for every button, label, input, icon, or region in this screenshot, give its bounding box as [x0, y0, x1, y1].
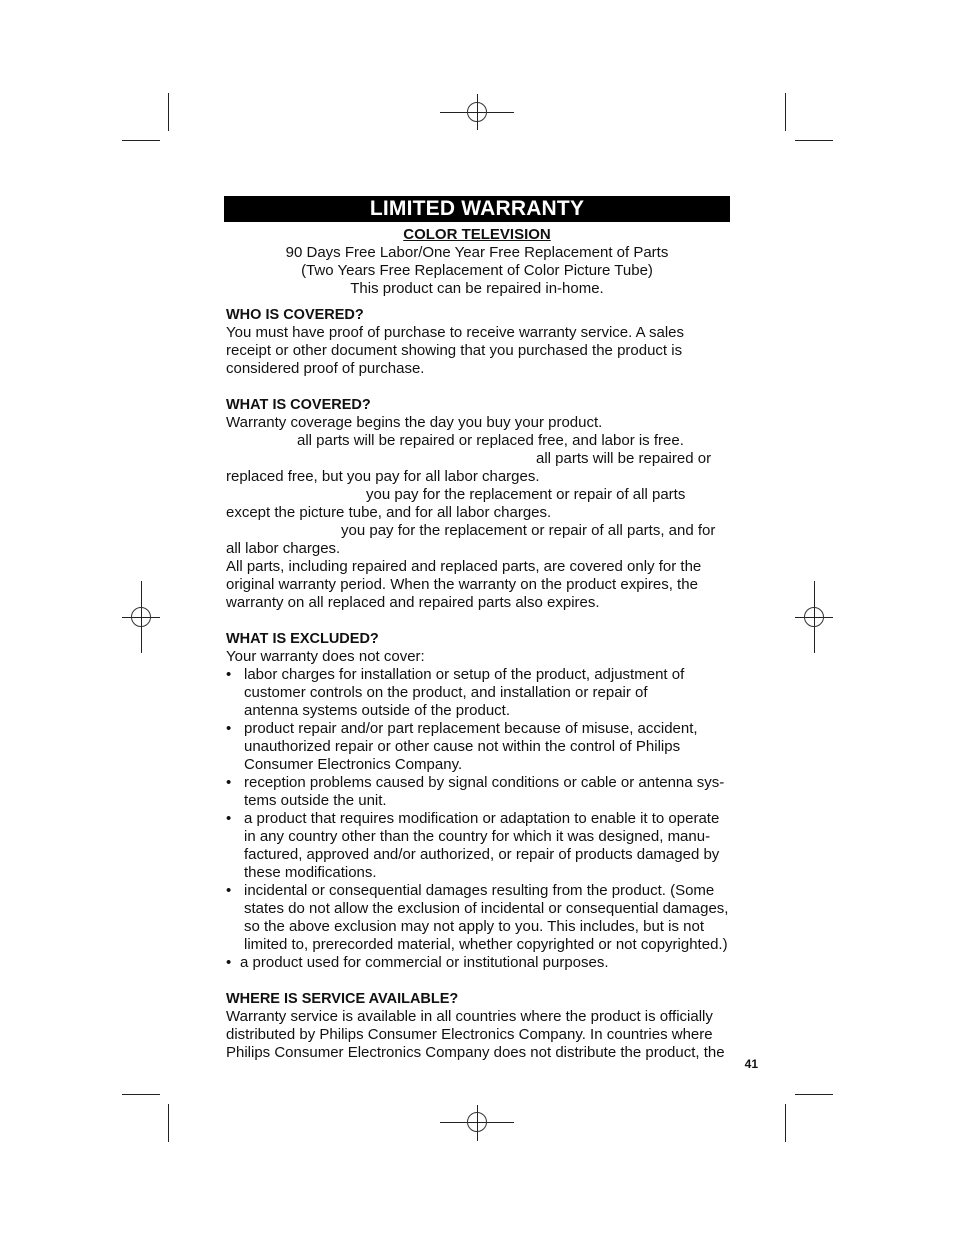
intro-line: 90 Days Free Labor/One Year Free Replacement of Parts	[285, 244, 669, 261]
what-covered-heading: WHAT IS COVERED?	[226, 397, 371, 413]
crop-mark	[795, 1094, 833, 1095]
where-service-heading: WHERE IS SERVICE AVAILABLE?	[226, 991, 459, 1007]
page-title: LIMITED WARRANTY	[224, 196, 730, 222]
list-item: • product repair and/or part replacement because of misuse, accident, unauthorized repair or other cause not within the control of Philips Consumer Electronics Company.	[226, 720, 730, 774]
crop-mark	[168, 1104, 169, 1142]
what-excluded-intro: Your warranty does not cover:	[226, 648, 425, 665]
where-service-text: Warranty service is available in all countries where the product is officially distributed by Philips Consumer Electronics Company. In countries where Philips Consumer Electronics Company does not distribute the product, the	[226, 1008, 725, 1061]
list-item: • incidental or consequential damages resulting from the product. (Some states do not allow the exclusion of incidental or consequential damages, so the above exclusion may not apply to you. This includes, but is not limited to, prerecorded material, whether copyrighted or not copyrighted.)	[226, 882, 730, 954]
intro-line: (Two Years Free Replacement of Color Picture Tube)	[301, 262, 653, 279]
crop-mark	[795, 140, 833, 141]
who-covered-heading: WHO IS COVERED?	[226, 307, 364, 323]
what-excluded-heading: WHAT IS EXCLUDED?	[226, 631, 379, 647]
list-item: • labor charges for installation or setup of the product, adjustment of customer controls on the product, and installation or repair of antenna systems outside of the product.	[226, 666, 730, 720]
registration-circle	[467, 1112, 487, 1132]
registration-circle	[804, 607, 824, 627]
registration-circle	[131, 607, 151, 627]
who-covered-text: You must have proof of purchase to receive warranty service. A sales receipt or other document showing that you purchased the product is considered proof of purchase.	[226, 324, 685, 377]
page-number: 41	[744, 1057, 758, 1071]
crop-mark	[122, 1094, 160, 1095]
intro-line: This product can be repaired in-home.	[350, 280, 604, 297]
list-item: • a product used for commercial or institutional purposes.	[226, 954, 730, 972]
list-item: • a product that requires modification or adaptation to enable it to operate in any country other than the country for which it was designed, manu- factured, approved and/or authorized, or repair of products damaged by these modifications.	[226, 810, 730, 882]
registration-circle	[467, 102, 487, 122]
warranty-body	[226, 306, 730, 1062]
crop-mark	[785, 1104, 786, 1142]
exclusion-list	[226, 666, 730, 972]
crop-mark	[122, 140, 160, 141]
list-item: • reception problems caused by signal conditions or cable or antenna sys- tems outside the unit.	[226, 774, 730, 810]
section-subtitle: COLOR TELEVISION	[403, 226, 551, 243]
crop-mark	[785, 93, 786, 131]
crop-mark	[168, 93, 169, 131]
what-covered-text: Warranty coverage begins the day you buy your product. all parts will be repaired or replaced free, and labor is free. all parts will be repaired or replaced free, but you pay for all labor charges. you pay for the replacement or repair of all parts except the picture tube, and for all labor charges. you pay for the replacement or repair of all parts, and for all labor charges. All parts, including repaired and replaced parts, are covered only for the original warranty period. When the warranty on the product expires, the warranty on all replaced and repaired parts also expires.	[226, 414, 716, 611]
